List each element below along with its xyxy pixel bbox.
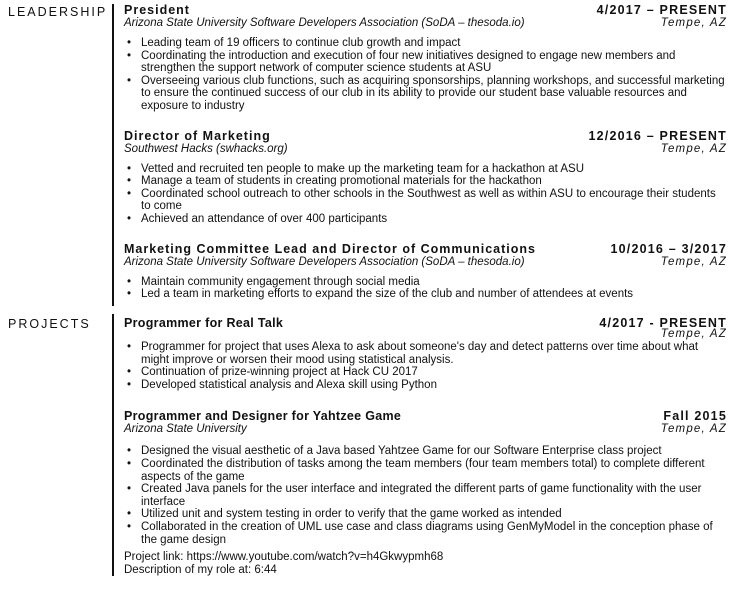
bullet-item: • Overseeing various club functions, such as acquiring sponsorships, planning workshops, and successful marketing to ensure the continued success of our club in its ability to provide our student base valuable resources and exposure to industry (141, 75, 727, 113)
bullet-item: • Programmer for project that uses Alexa to ask about someone's day and detect patterns over time about what might improve or worsen their mood using statistical analysis. (141, 341, 727, 366)
entry-location: Tempe, AZ (660, 17, 727, 29)
bullet-item: • Manage a team of students in creating promotional materials for the hackathon (141, 175, 727, 188)
project-link-line[interactable]: Project link: https://www.youtube.com/watch?v=h4Gkwypmh68 (124, 551, 444, 564)
bullet-item: • Created Java panels for the user interface and integrated the different parts of game functionality with the user interface (141, 483, 727, 508)
bullet-list (124, 276, 727, 301)
bullet-list (124, 341, 727, 391)
entry-date: Fall 2015 (663, 409, 727, 424)
projects-section (0, 312, 731, 582)
bullet-item: • Developed statistical analysis and Alexa skill using Python (141, 379, 727, 392)
entry-title: President (124, 3, 190, 17)
entry-marketing-committee-lead (124, 242, 727, 301)
entry-org: Arizona State University (124, 423, 247, 436)
bullet-item: • Achieved an attendance of over 400 participants (141, 213, 727, 226)
entry-org: Arizona State University Software Developers Association (SoDA – thesoda.io) (124, 255, 525, 268)
entry-date: 12/2016 – PRESENT (588, 128, 727, 143)
section-divider-line (112, 4, 114, 306)
leadership-entries (124, 3, 727, 301)
bullet-item: • Continuation of prize-winning project at Hack CU 2017 (141, 366, 727, 379)
entry-yahtzee-game (124, 409, 727, 576)
section-label-projects: PROJECTS (8, 317, 91, 331)
bullet-list (124, 445, 727, 546)
entry-location: Tempe, AZ (660, 142, 727, 155)
bullet-item: • Leading team of 19 officers to continue club growth and impact (141, 37, 727, 50)
entry-location: Tempe, AZ (660, 328, 727, 340)
entry-org: Southwest Hacks (swhacks.org) (124, 142, 288, 155)
bullet-list (124, 163, 727, 226)
bullet-item: • Utilized unit and system testing in order to verify that the game worked as intended (141, 508, 727, 521)
role-description-line: Description of my role at: 6:44 (124, 563, 277, 576)
section-label-leadership: LEADERSHIP (8, 5, 108, 19)
projects-entries (124, 316, 727, 576)
entry-title: Programmer for Real Talk (124, 316, 284, 330)
bullet-item: • Designed the visual aesthetic of a Java based Yahtzee Game for our Software Enterprise class project (141, 445, 727, 458)
bullet-item: • Coordinated the distribution of tasks among the team members (four team members total) to complete different aspects of the game (141, 458, 727, 483)
entry-title: Programmer and Designer for Yahtzee Game (124, 409, 402, 424)
bullet-item: • Led a team in marketing efforts to expand the size of the club and number of attendees at events (141, 288, 727, 301)
bullet-item: • Coordinated school outreach to other schools in the Southwest as well as within ASU to encourage their students to come (141, 188, 727, 213)
entry-president (124, 3, 727, 113)
section-divider-line (112, 314, 114, 576)
entry-org: Arizona State University Software Developers Association (SoDA – thesoda.io) (124, 17, 525, 29)
entry-date: 10/2016 – 3/2017 (610, 241, 727, 256)
bullet-list (124, 37, 727, 113)
entry-title: Director of Marketing (124, 128, 271, 143)
entry-location: Tempe, AZ (660, 423, 727, 436)
entry-real-talk (124, 316, 727, 391)
entry-date: 4/2017 - PRESENT (599, 316, 727, 330)
entry-date: 4/2017 – PRESENT (596, 3, 727, 17)
entry-title: Marketing Committee Lead and Director of Communications (124, 241, 536, 256)
bullet-item: • Maintain community engagement through social media (141, 276, 727, 289)
bullet-item: • Vetted and recruited ten people to make up the marketing team for a hackathon at ASU (141, 163, 727, 176)
bullet-item: • Collaborated in the creation of UML use case and class diagrams using GenMyModel in the conception phase of the game design (141, 521, 727, 546)
entry-director-of-marketing (124, 129, 727, 226)
entry-location: Tempe, AZ (660, 255, 727, 268)
bullet-item: • Coordinating the introduction and execution of four new initiatives designed to engage new members and strengthen the support network of computer science students at ASU (141, 50, 727, 75)
